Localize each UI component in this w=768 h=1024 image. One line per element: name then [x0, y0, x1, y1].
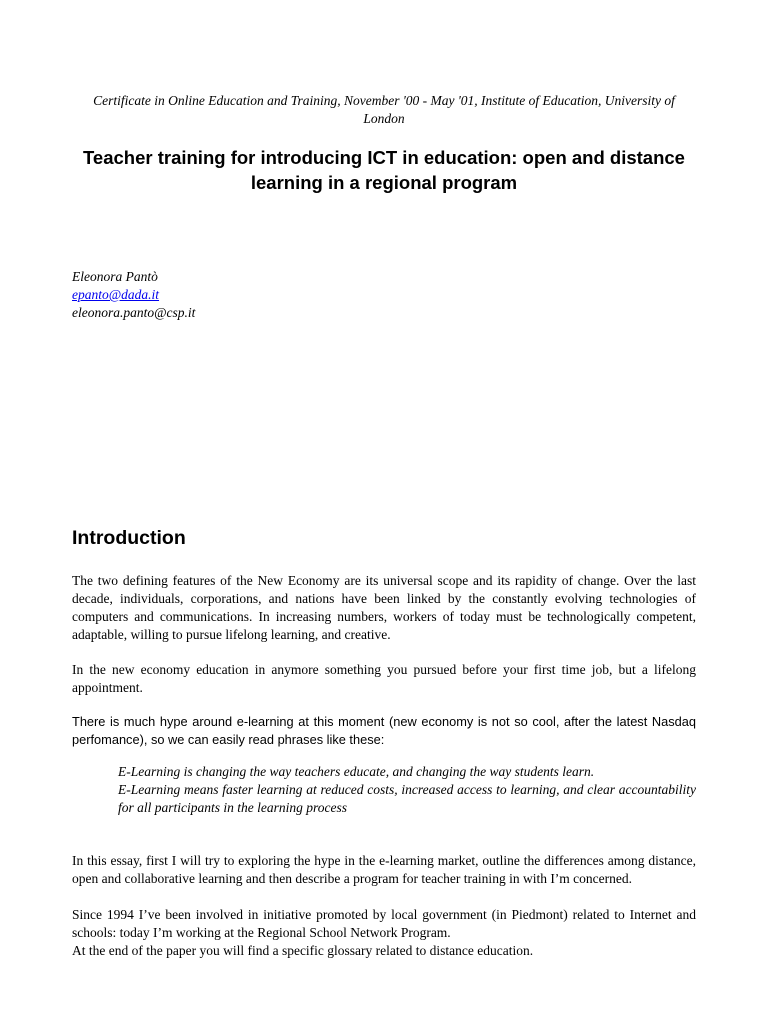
- intro-paragraph-1: The two defining features of the New Economy are its universal scope and its rapidity of change. Over the last decade, individuals, corporations, and nations have been linked by the constantly evolving technologies of computers and communications. In increasing numbers, workers of today must be technologically competent, adaptable, willing to pursue lifelong learning, and creative.: [72, 573, 696, 642]
- closing-paragraph-1: In this essay, first I will try to exploring the hype in the e-learning market, outline the differences among distance, open and collaborative learning and then describe a program for teacher training in with I’m concerned.: [72, 853, 696, 886]
- author-block: [72, 268, 195, 322]
- author-email-alt: eleonora.panto@csp.it: [72, 305, 196, 320]
- page-title: Teacher training for introducing ICT in education: open and distance learning in a regional program: [83, 147, 685, 193]
- section-heading-introduction: Introduction: [72, 527, 186, 549]
- quote-block: [118, 763, 696, 817]
- author-email-link[interactable]: epanto@dada.it: [72, 287, 160, 302]
- intro-paragraph-3: There is much hype around e-learning at this moment (new economy is not so cool, after the latest Nasdaq perfomance), so we can easily read phrases like these:: [72, 714, 696, 747]
- quote-line-1: E-Learning is changing the way teachers educate, and changing the way students learn.: [118, 764, 595, 779]
- certificate-header: Certificate in Online Education and Training, November '00 - May '01, Institute of Education, University of London: [93, 93, 675, 126]
- intro-paragraph-2: In the new economy education in anymore something you pursued before your first time job, but a lifelong appointment.: [72, 662, 696, 695]
- closing-paragraph-3: At the end of the paper you will find a specific glossary related to distance education.: [72, 943, 534, 958]
- closing-paragraph-2: Since 1994 I’ve been involved in initiative promoted by local government (in Piedmont) related to Internet and schools: today I’m working at the Regional School Network Program.: [72, 907, 696, 940]
- quote-line-2: E-Learning means faster learning at reduced costs, increased access to learning, and clear accountability for all participants in the learning process: [118, 782, 696, 815]
- author-name: Eleonora Pantò: [72, 269, 158, 284]
